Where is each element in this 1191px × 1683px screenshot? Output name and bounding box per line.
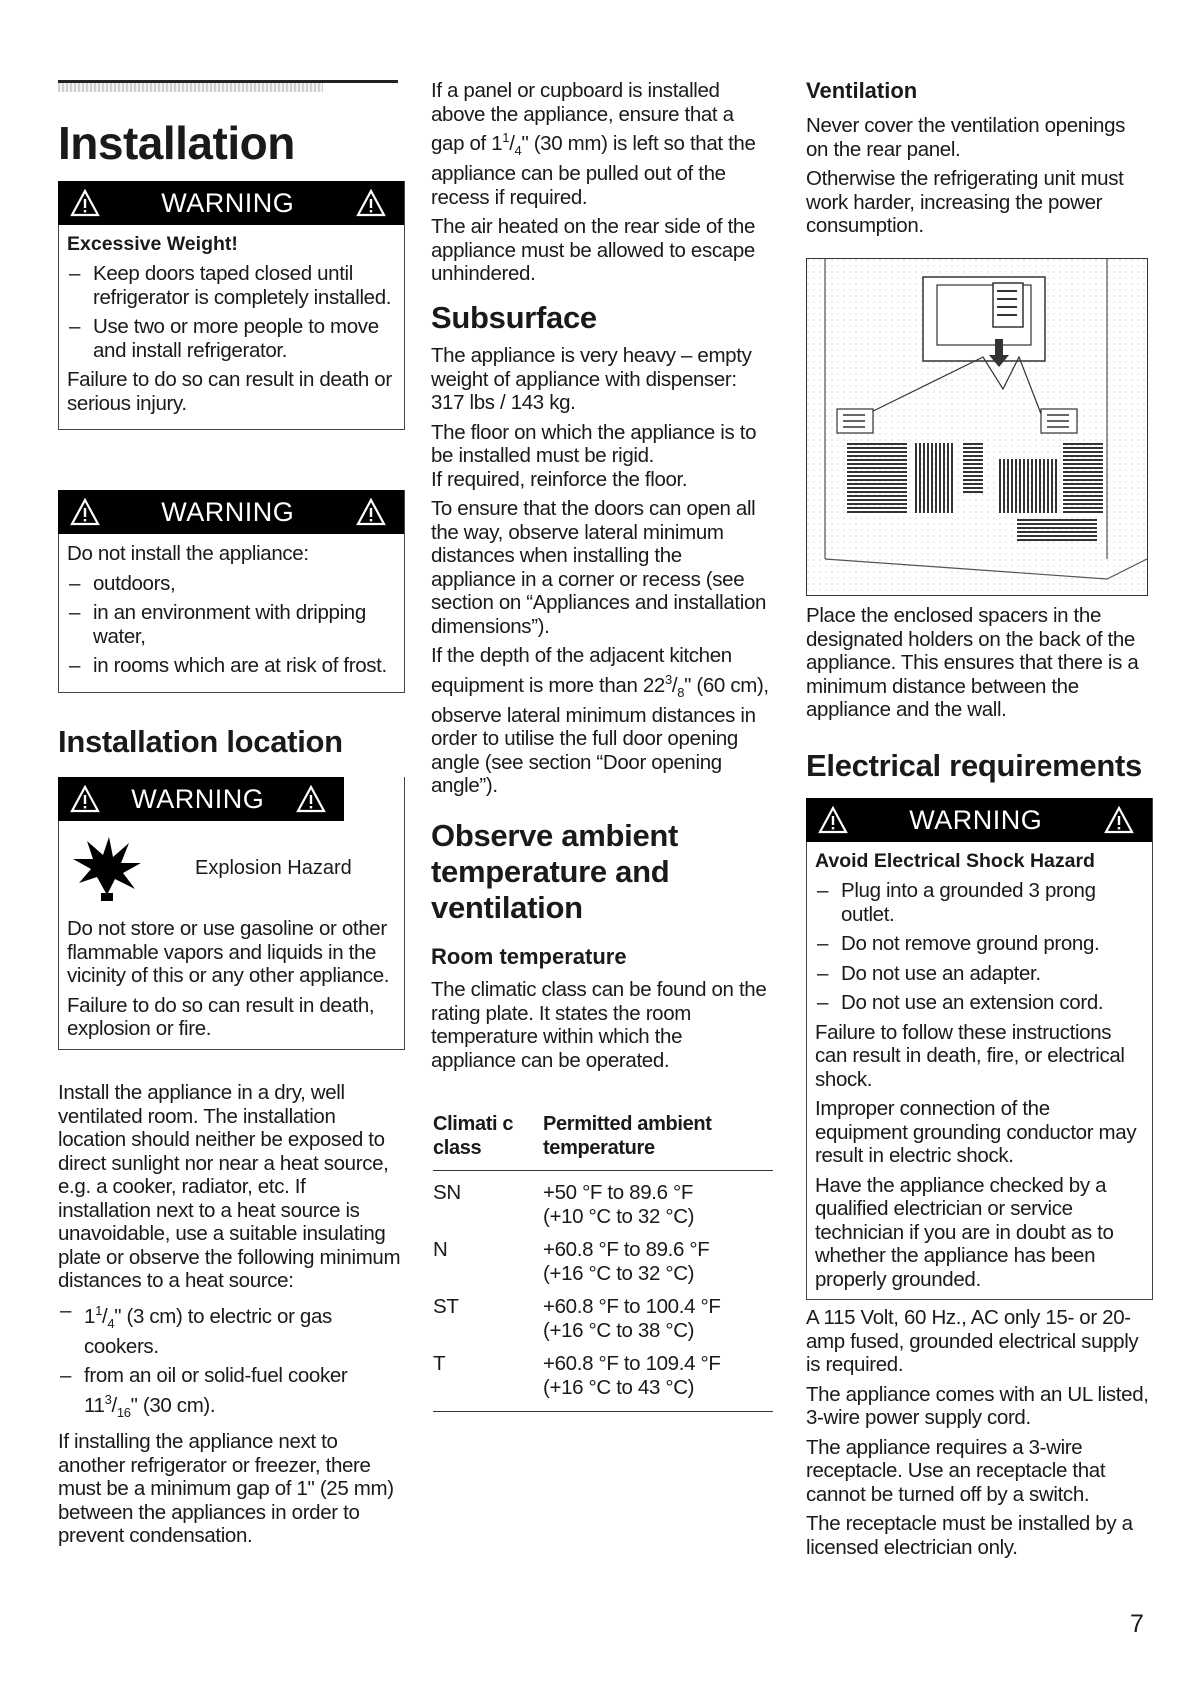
paragraph: Place the enclosed spacers in the designated holders on the back of the appliance. This ensures that there is a minimum distance between the appliance and the wall. <box>806 604 1139 721</box>
warning-label: WARNING <box>909 804 1043 835</box>
warning-text: Failure to do so can result in death, explosion or fire. <box>67 993 375 1040</box>
warning-item: – Plug into a grounded 3 prong outlet. <box>815 879 1142 926</box>
warning-triangle-icon <box>356 498 386 526</box>
spacer-text <box>806 604 1151 728</box>
warning-triangle-icon <box>70 189 100 217</box>
heading-installation-location: Installation location <box>58 724 343 759</box>
cell-fahrenheit: +50 °F to 89.6 °F <box>543 1181 694 1204</box>
cell-fahrenheit: +60.8 °F to 100.4 °F <box>543 1295 721 1318</box>
electrical-body <box>806 1306 1151 1565</box>
warning-item: – Do not use an adapter. <box>815 962 1142 986</box>
subsurface-body <box>431 344 771 804</box>
warning-text: Have the appliance checked by a qualified electrician or service technician if you are in doubt as to whether the appliance has been properly grounded. <box>815 1173 1114 1291</box>
paragraph: A 115 Volt, 60 Hz., AC only 15- or 20-amp fused, grounded electrical supply is required. <box>806 1306 1139 1376</box>
column-header: Permitted ambient temperature <box>543 1113 712 1159</box>
warning-box-explosion <box>58 777 405 1050</box>
table-row <box>433 1342 773 1399</box>
climate-class-table <box>433 1112 773 1412</box>
warning-text: Failure to follow these instructions can result in death, fire, or electrical shock. <box>815 1020 1125 1091</box>
table-row <box>433 1285 773 1342</box>
warning-text: Improper connection of the equipment grounding conductor may result in electric shock. <box>815 1097 1137 1167</box>
cell-celsius: (+10 °C to 32 °C) <box>543 1204 695 1228</box>
warning-item: – Keep doors taped closed until refrigerator is completely installed. <box>67 262 394 309</box>
paragraph: Install the appliance in a dry, well ventilated room. The installation location should neither be exposed to direct sunlight nor near a heat source, e.g. a cooker, radiator, etc. If installation next to a heat source is unavoidable, use a suitable insulating plate or observe the following minimum distances to a heat source: <box>58 1081 401 1292</box>
rear-panel-spacer-illustration <box>806 258 1148 596</box>
explosion-icon <box>67 833 147 903</box>
warning-triangle-icon <box>70 498 100 526</box>
warning-item: – Do not remove ground prong. <box>815 932 1142 956</box>
heading-ventilation: Ventilation <box>806 78 918 103</box>
cell-class: T <box>433 1352 446 1375</box>
warning-item: – in an environment with dripping water, <box>67 601 394 648</box>
list-item: – from an oil or solid-fuel cooker $11^3/_{16}$" (30 cm). <box>58 1364 403 1424</box>
table-row <box>433 1171 773 1228</box>
warning-item: – Use two or more people to move and install refrigerator. <box>67 315 394 362</box>
warning-triangle-icon <box>296 785 326 813</box>
page-number: 7 <box>1130 1610 1144 1638</box>
warning-bar <box>58 181 405 225</box>
table-bottom-rule <box>433 1411 773 1412</box>
warning-item: – Do not use an extension cord. <box>815 991 1142 1015</box>
warning-label: WARNING <box>161 187 295 218</box>
cell-fahrenheit: +60.8 °F to 109.4 °F <box>543 1352 721 1375</box>
paragraph: If required, reinforce the floor. <box>431 467 688 491</box>
warning-box-location <box>58 490 405 693</box>
warning-box-electrical <box>806 798 1153 1300</box>
page-title: Installation <box>58 117 295 169</box>
paragraph: If installing the appliance next to another refrigerator or freezer, there must be a minimum gap of 1" (25 mm) between the appliances in order to prevent condensation. <box>58 1430 394 1548</box>
warning-triangle-icon <box>356 189 386 217</box>
warning-heading: Excessive Weight! <box>67 233 238 255</box>
top-rule-hatch <box>58 83 323 92</box>
heading-electrical: Electrical requirements <box>806 748 1142 783</box>
list-item: – $1^1/_4$" (3 cm) to electric or gas cookers. <box>58 1299 403 1359</box>
paragraph: To ensure that the doors can open all the way, observe lateral minimum distances when installing the appliance in a corner or recess (see section on “Appliances and installation dimensions”). <box>431 497 767 638</box>
warning-bar <box>58 777 345 821</box>
cell-celsius: (+16 °C to 38 °C) <box>543 1318 695 1342</box>
paragraph: The receptacle must be installed by a licensed electrician only. <box>806 1512 1133 1559</box>
paragraph: Otherwise the refrigerating unit must work harder, increasing the power consumption. <box>806 167 1124 237</box>
cell-class: ST <box>433 1295 459 1318</box>
warning-item: – in rooms which are at risk of frost. <box>67 654 394 678</box>
warning-label: WARNING <box>131 783 265 814</box>
warning-bar <box>58 490 405 534</box>
cell-celsius: (+16 °C to 43 °C) <box>543 1375 695 1399</box>
warning-triangle-icon <box>1104 806 1134 834</box>
table-header <box>433 1112 773 1171</box>
heading-room-temperature: Room temperature <box>431 944 627 969</box>
warning-bar <box>806 798 1153 842</box>
cell-class: SN <box>433 1181 461 1204</box>
warning-box-weight <box>58 181 405 430</box>
hazard-label: Explosion Hazard <box>195 856 352 879</box>
warning-footer: Failure to do so can result in death or serious injury. <box>67 368 392 415</box>
room-temperature-body <box>431 978 771 1078</box>
table-row <box>433 1228 773 1285</box>
paragraph: The floor on which the appliance is to be installed must be rigid. <box>431 420 757 467</box>
paragraph: If a panel or cupboard is installed above the appliance, ensure that a gap of $1^1/_4$" (30 mm) is left so that the appliance can be pulled out of the recess if required. <box>431 79 756 209</box>
column-header: Climati c class <box>433 1113 514 1159</box>
cell-fahrenheit: +60.8 °F to 89.6 °F <box>543 1238 710 1261</box>
warning-heading: Avoid Electrical Shock Hazard <box>815 850 1095 872</box>
cell-class: N <box>433 1238 448 1261</box>
heading-ambient: Observe ambient temperature and ventilation <box>431 818 679 925</box>
warning-text: Do not store or use gasoline or other flammable vapors and liquids in the vicinity of this or any other appliance. <box>67 917 390 987</box>
spacer-diagram-icon <box>807 259 1147 595</box>
ventilation-body <box>806 114 1151 244</box>
heading-subsurface: Subsurface <box>431 300 597 335</box>
warning-intro: Do not install the appliance: <box>67 542 309 565</box>
cell-celsius: (+16 °C to 32 °C) <box>543 1261 695 1285</box>
paragraph: The appliance is very heavy – empty weight of appliance with dispenser: 317 lbs / 143 kg. <box>431 344 752 414</box>
paragraph: The appliance comes with an UL listed, 3-wire power supply cord. <box>806 1382 1149 1429</box>
warning-triangle-icon <box>70 785 100 813</box>
install-location-body <box>58 1081 403 1554</box>
warning-item: – outdoors, <box>67 572 394 596</box>
paragraph: If the depth of the adjacent kitchen equipment is more than $22^3/_8$" (60 cm), observe lateral minimum distances in order to utilise the full door opening angle (see section “Door opening angle”). <box>431 644 769 798</box>
warning-triangle-icon <box>818 806 848 834</box>
cupboard-text <box>431 79 771 292</box>
paragraph: The appliance requires a 3-wire receptacle. Use an receptacle that cannot be turned off by a switch. <box>806 1435 1106 1506</box>
paragraph: The climatic class can be found on the rating plate. It states the room temperature within which the appliance can be operated. <box>431 978 767 1072</box>
paragraph: The air heated on the rear side of the appliance must be allowed to escape unhindered. <box>431 215 756 286</box>
warning-label: WARNING <box>161 496 295 527</box>
paragraph: Never cover the ventilation openings on the rear panel. <box>806 114 1126 161</box>
